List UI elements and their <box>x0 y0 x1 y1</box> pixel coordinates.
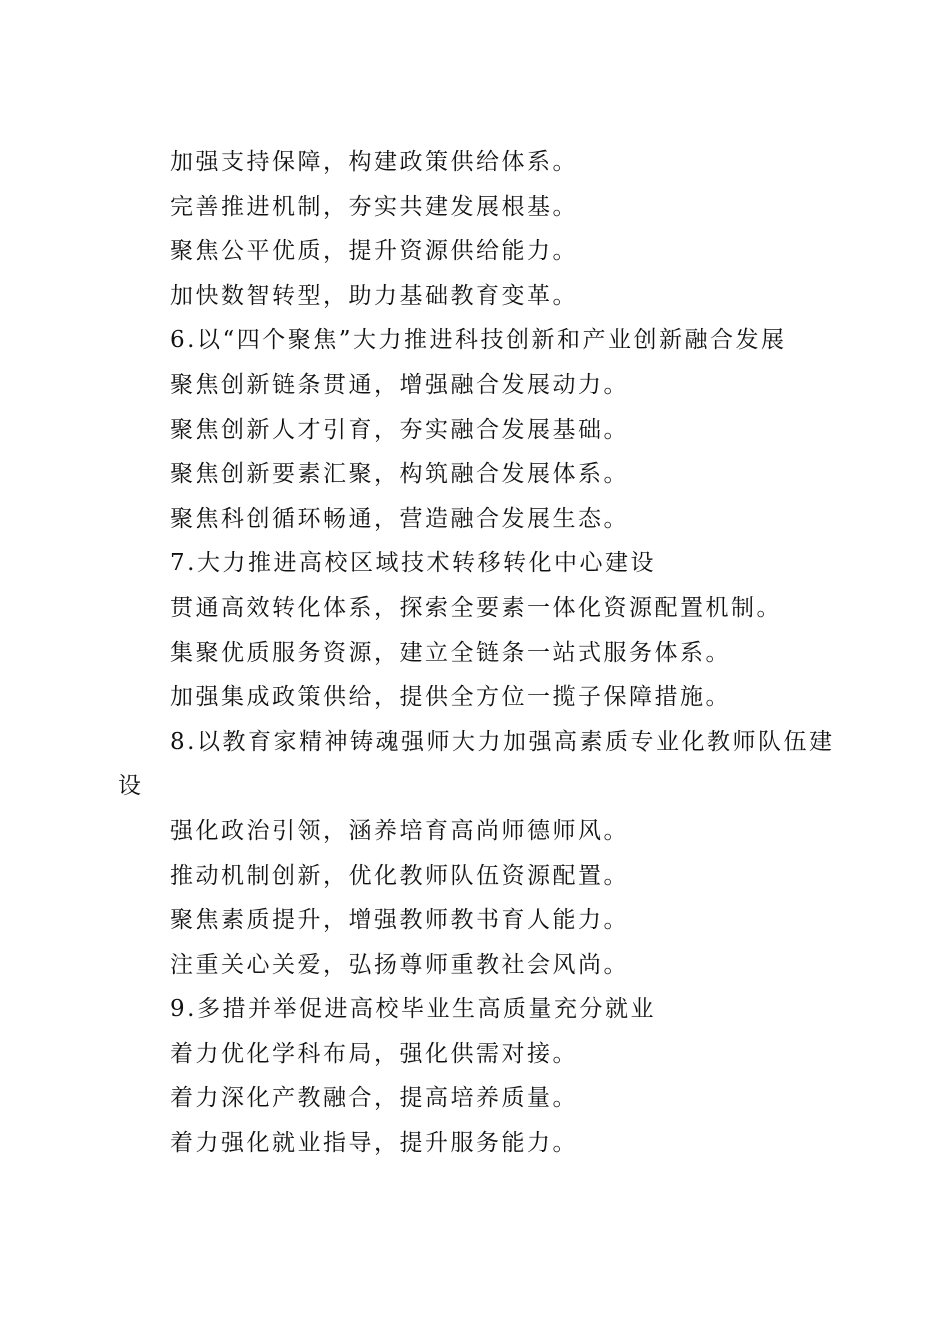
paragraph-line: 着力强化就业指导，提升服务能力。 <box>170 1130 578 1157</box>
paragraph-line: 注重关心关爱，弘扬尊师重教社会风尚。 <box>170 951 629 978</box>
paragraph-line: 加强集成政策供给，提供全方位一揽子保障措施。 <box>170 684 731 711</box>
paragraph-line: 聚焦素质提升，增强教师教书育人能力。 <box>170 907 629 934</box>
paragraph-line: 聚焦创新要素汇聚，构筑融合发展体系。 <box>170 461 629 488</box>
paragraph-line: 聚焦创新人才引育，夯实融合发展基础。 <box>170 416 629 443</box>
paragraph-line: 聚焦科创循环畅通，营造融合发展生态。 <box>170 505 629 532</box>
paragraph-line: 贯通高效转化体系，探索全要素一体化资源配置机制。 <box>170 594 782 621</box>
section-heading-7: 7.大力推进高校区域技术转移转化中心建设 <box>170 550 656 577</box>
paragraph-line: 加强支持保障，构建政策供给体系。 <box>170 149 578 175</box>
document-body <box>118 140 838 1166</box>
paragraph-line: 强化政治引领，涵养培育高尚师德师风。 <box>170 817 629 844</box>
section-heading-9: 9.多措并举促进高校毕业生高质量充分就业 <box>170 996 656 1023</box>
paragraph-line: 加快数智转型，助力基础教育变革。 <box>170 282 578 309</box>
paragraph-line: 集聚优质服务资源，建立全链条一站式服务体系。 <box>170 639 731 666</box>
paragraph-line: 聚焦创新链条贯通，增强融合发展动力。 <box>170 371 629 398</box>
section-heading-6: 6.以“四个聚焦”大力推进科技创新和产业创新融合发展 <box>170 327 787 354</box>
paragraph-line: 推动机制创新，优化教师队伍资源配置。 <box>170 862 629 889</box>
paragraph-line: 着力深化产教融合，提高培养质量。 <box>170 1085 578 1112</box>
paragraph-line: 聚焦公平优质，提升资源供给能力。 <box>170 238 578 265</box>
paragraph-line: 着力优化学科布局，强化供需对接。 <box>170 1040 578 1067</box>
paragraph-line: 完善推进机制，夯实共建发展根基。 <box>170 193 578 220</box>
section-heading-8: 8.以教育家精神铸魂强师大力加强高素质专业化教师队伍建设 <box>118 728 835 800</box>
